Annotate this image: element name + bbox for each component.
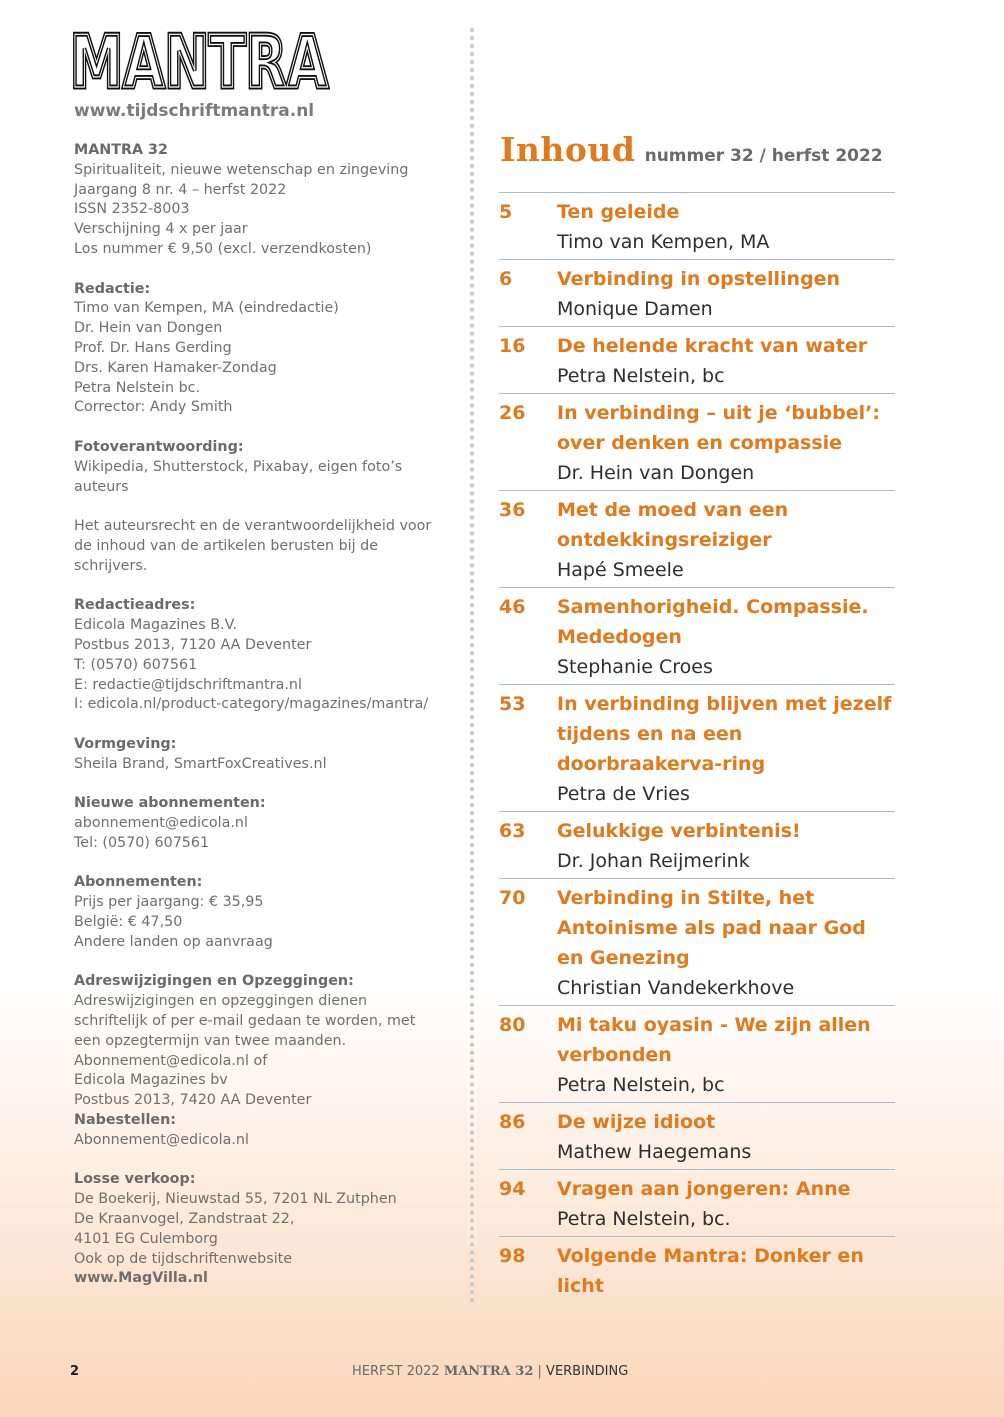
editor-line: Dr. Hein van Dongen: [74, 320, 223, 337]
nieuwe-phone: Tel: (0570) 607561: [74, 834, 210, 851]
footer-separator: |: [537, 1364, 542, 1379]
mantra-logo: [70, 27, 330, 93]
abonnement-line: Prijs per jaargang: € 35,95: [74, 894, 264, 911]
svg-text:MANTRA: MANTRA: [70, 27, 329, 93]
toc-author: Timo van Kempen, MA: [557, 231, 770, 253]
toc-author: Petra Nelstein, bc: [557, 1074, 725, 1096]
toc-entry[interactable]: [499, 192, 895, 259]
volume: Jaargang 8 nr. 4 – herfst 2022: [74, 181, 287, 198]
foto-heading: Fotoverantwoording:: [74, 438, 244, 455]
foto-text: Wikipedia, Shutterstock, Pixabay, eigen foto’s auteurs: [74, 458, 403, 495]
toc-article-title: Mi taku oyasin - We zijn allen verbonden: [557, 1014, 871, 1066]
toc-author: Dr. Hein van Dongen: [557, 462, 755, 484]
losse-line: De Boekerij, Nieuwstad 55, 7201 NL Zutphen: [74, 1191, 397, 1208]
toc-article-title: In verbinding blijven met jezelf tijdens en na een doorbraakerva-ring: [557, 693, 892, 775]
toc-author: Stephanie Croes: [557, 656, 713, 678]
toc-page-number: 16: [499, 335, 526, 357]
single-price: Los nummer € 9,50 (excl. verzendkosten): [74, 240, 372, 257]
toc-page-number: 46: [499, 596, 526, 618]
toc-list: [499, 192, 895, 1303]
wijzig-line: Postbus 2013, 7420 AA Deventer: [74, 1092, 312, 1109]
adres-web[interactable]: I: edicola.nl/product-category/magazines/mantra/: [74, 696, 429, 713]
toc-title: Inhoud: [500, 130, 636, 169]
wijzig-heading: Adreswijzigingen en Opzeggingen:: [74, 973, 354, 990]
toc-article-title: Gelukkige verbintenis!: [557, 820, 801, 842]
issn: ISSN 2352-8003: [74, 201, 190, 218]
toc-article-title: Vragen aan jongeren: Anne: [557, 1178, 851, 1200]
subtitle: Spiritualiteit, nieuwe wetenschap en zingeving: [74, 161, 409, 178]
colophon: [74, 141, 454, 1289]
redactie-section: [74, 280, 454, 419]
frequency: Verschijning 4 x per jaar: [74, 221, 248, 238]
toc-page-number: 80: [499, 1014, 526, 1036]
toc-page-number: 6: [499, 268, 513, 290]
footer-page-number: 2: [70, 1364, 80, 1379]
toc-entry[interactable]: [499, 326, 895, 393]
website-url[interactable]: www.tijdschriftmantra.nl: [74, 101, 315, 121]
wijzig-section: [74, 972, 454, 1150]
editor-line: Corrector: Andy Smith: [74, 399, 233, 416]
toc-entry[interactable]: [499, 393, 895, 490]
toc-author: Petra de Vries: [557, 783, 690, 805]
vormgeving-text: Sheila Brand, SmartFoxCreatives.nl: [74, 755, 327, 772]
toc-page-number: 63: [499, 820, 526, 842]
toc-page-number: 70: [499, 887, 526, 909]
toc-page-number: 26: [499, 402, 526, 424]
toc-article-title: Samenhorigheid. Compassie. Mededogen: [557, 596, 869, 648]
colophon-intro: [74, 141, 454, 260]
redactie-heading: Redactie:: [74, 280, 151, 297]
magvilla-link[interactable]: www.MagVilla.nl: [74, 1270, 208, 1287]
nabestellen-heading: Nabestellen:: [74, 1112, 176, 1129]
abonnement-line: Andere landen op aanvraag: [74, 933, 273, 950]
toc-author: Mathew Haegemans: [557, 1141, 752, 1163]
vormgeving-section: [74, 735, 454, 775]
toc-entry[interactable]: [499, 490, 895, 587]
abonnementen-section: [74, 873, 454, 952]
toc-entry[interactable]: [499, 878, 895, 1005]
toc-entry[interactable]: [499, 259, 895, 326]
toc-article-title: Volgende Mantra: Donker en licht: [557, 1245, 864, 1297]
dotted-divider: [470, 28, 474, 1304]
losse-line: 4101 EG Culemborg: [74, 1230, 218, 1247]
wijzig-text: Adreswijzigingen en opzeggingen dienen schriftelijk of per e-mail gedaan te worden, met een opzegtermijn van twee maanden.: [74, 993, 416, 1049]
adres-phone: T: (0570) 607561: [74, 656, 198, 673]
toc-page-number: 53: [499, 693, 526, 715]
toc-article-title: Verbinding in opstellingen: [557, 268, 841, 290]
toc-page-number: 5: [499, 201, 513, 223]
svg-text:MANTRA: MANTRA: [70, 27, 329, 93]
toc-issue: nummer 32 / herfst 2022: [644, 146, 883, 166]
toc-article-title: Verbinding in Stilte, het Antoinisme als pad naar God en Genezing: [557, 887, 866, 969]
nieuwe-heading: Nieuwe abonnementen:: [74, 795, 266, 812]
vormgeving-heading: Vormgeving:: [74, 735, 177, 752]
toc-author: Petra Nelstein, bc.: [557, 1208, 731, 1230]
losse-line: De Kraanvogel, Zandstraat 22,: [74, 1211, 295, 1228]
editor-line: Petra Nelstein bc.: [74, 379, 201, 396]
toc-entry[interactable]: [499, 1005, 895, 1102]
toc-page-number: 86: [499, 1111, 526, 1133]
adres-line: Postbus 2013, 7120 AA Deventer: [74, 636, 312, 653]
footer-theme: VERBINDING: [546, 1364, 629, 1379]
toc-entry[interactable]: [499, 587, 895, 684]
abonnementen-heading: Abonnementen:: [74, 874, 203, 891]
foto-section: [74, 438, 454, 497]
editor-line: Drs. Karen Hamaker-Zondag: [74, 359, 277, 376]
toc-article-title: Met de moed van een ontdekkingsreiziger: [557, 499, 789, 551]
copyright-section: [74, 517, 454, 576]
copyright-text: Het auteursrecht en de verantwoordelijkheid voor de inhoud van de artikelen berusten bij de schrijvers.: [74, 518, 432, 574]
editor-line: Timo van Kempen, MA (eindredactie): [74, 300, 339, 317]
toc-article-title: Ten geleide: [557, 201, 680, 223]
footer-season: HERFST 2022: [352, 1364, 440, 1379]
wijzig-line[interactable]: Abonnement@edicola.nl of: [74, 1052, 268, 1069]
toc-page-number: 36: [499, 499, 526, 521]
toc-author: Dr. Johan Reijmerink: [557, 850, 750, 872]
toc-page-number: 94: [499, 1178, 526, 1200]
toc-author: Hapé Smeele: [557, 559, 684, 581]
toc-entry[interactable]: [499, 1169, 895, 1236]
nieuwe-email[interactable]: abonnement@edicola.nl: [74, 815, 248, 832]
toc-page-number: 98: [499, 1245, 526, 1267]
footer-brand: MANTRA 32: [443, 1364, 534, 1379]
wijzig-line: Edicola Magazines bv: [74, 1072, 228, 1089]
losse-line: Ook op de tijdschriftenwebsite: [74, 1250, 293, 1267]
toc-author: Monique Damen: [557, 298, 713, 320]
toc-entry[interactable]: [499, 1236, 895, 1303]
toc-entry[interactable]: [499, 684, 895, 811]
toc-header: [500, 130, 883, 169]
abonnement-line: België: € 47,50: [74, 914, 183, 931]
nieuwe-section: [74, 794, 454, 853]
editor-line: Prof. Dr. Hans Gerding: [74, 339, 232, 356]
toc-article-title: In verbinding – uit je ‘bubbel’: over denken en compassie: [557, 402, 880, 454]
toc-article-title: De wijze idioot: [557, 1111, 716, 1133]
toc-author: Christian Vandekerkhove: [557, 977, 795, 999]
toc-entry[interactable]: [499, 1102, 895, 1169]
toc-article-title: De helende kracht van water: [557, 335, 868, 357]
toc-entry[interactable]: [499, 811, 895, 878]
footer-running-title: [352, 1364, 628, 1379]
nabestellen-email[interactable]: Abonnement@edicola.nl: [74, 1131, 249, 1148]
adres-line: Edicola Magazines B.V.: [74, 617, 238, 634]
adres-section: [74, 596, 454, 715]
toc-author: Petra Nelstein, bc: [557, 365, 725, 387]
issue-name: MANTRA 32: [74, 142, 168, 158]
adres-email[interactable]: E: redactie@tijdschriftmantra.nl: [74, 676, 302, 693]
losse-section: [74, 1170, 454, 1289]
losse-heading: Losse verkoop:: [74, 1171, 196, 1188]
adres-heading: Redactieadres:: [74, 597, 196, 614]
